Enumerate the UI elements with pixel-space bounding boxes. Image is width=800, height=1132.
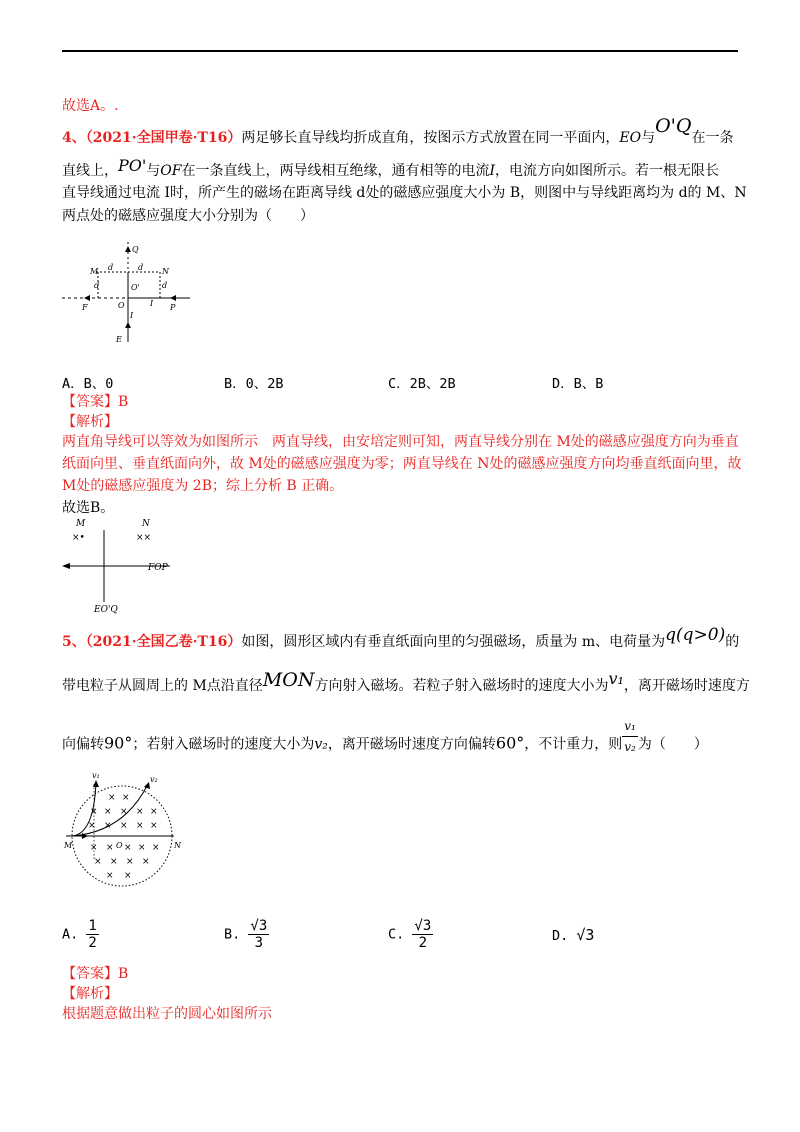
q5-option-a [62, 918, 99, 951]
q5-fraction-numerator: v₁ [622, 716, 638, 737]
q5-option-b [224, 918, 269, 951]
svg-text:×: × [108, 793, 116, 803]
q4-text: 两足够长直导线均折成直角，按图示方式放置在同一平面内， [241, 130, 620, 146]
fig-label-Q: Q [132, 245, 139, 254]
q5-text: ，不计重力，则 [524, 736, 623, 753]
q4-text: 在一条直线上，两导线相互绝缘，通有相等的电流 [181, 163, 490, 179]
fig2-label-EOQ: EO'Q [94, 605, 118, 615]
svg-text:×: × [150, 807, 158, 817]
fig-label-d: d [162, 281, 168, 290]
q4-po: PO' [118, 156, 147, 175]
q5-analysis-line-1: 根据题意做出粒子的圆心如图所示 [62, 1006, 272, 1022]
fig-label-F: F [82, 303, 88, 312]
q5-text: 为（ ） [637, 736, 708, 753]
q5-90-degrees: 90° [104, 733, 133, 753]
q4-option-a: A．B、0 [62, 376, 114, 392]
q4-source: （2021·全国甲卷·T16） [85, 130, 242, 146]
q5-line-1 [62, 625, 740, 652]
q5-ratio-fraction [622, 716, 638, 757]
q5-text: 带电粒子从圆周上的 M点沿直径 [62, 678, 263, 694]
svg-text:×: × [90, 807, 98, 817]
q4-line-2 [62, 156, 720, 181]
q5-text: 方向射入磁场。若粒子射入磁场时的速度大小为 [314, 678, 609, 694]
q4-of: OF [160, 163, 182, 179]
option-label: D. [552, 928, 569, 944]
previous-answer-conclusion: 故选A。. [62, 98, 119, 114]
q5-text: 如图，圆形区域内有垂直纸面向里的匀强磁场，质量为 m、电荷量为 [241, 634, 666, 650]
q5-answer: 【答案】B [62, 966, 129, 982]
q5-text: ；若射入磁场时的速度大小为 [132, 736, 315, 753]
q5-v2: v₂ [314, 736, 328, 753]
fig-label-O-prime: O' [131, 283, 140, 292]
svg-text:×: × [120, 821, 128, 831]
svg-text:×: × [136, 807, 144, 817]
svg-text:×: × [126, 857, 134, 867]
q4-line-1 [62, 115, 734, 148]
fig-label-N: N [174, 841, 181, 850]
svg-text:×: × [142, 857, 150, 867]
q5-analysis-label: 【解析】 [62, 986, 118, 1002]
q5-line-3 [62, 719, 708, 765]
svg-text:×: × [94, 857, 102, 867]
q4-option-d: D．B、B [552, 376, 604, 392]
option-label: B. [224, 926, 241, 943]
option-a-denominator: 2 [88, 935, 97, 951]
q4-text: 在一条 [691, 130, 734, 146]
q4-text: ，电流方向如图所示。若一根无限长 [495, 163, 720, 179]
option-b-numerator: √3 [250, 918, 268, 934]
option-b-denominator: 3 [254, 935, 264, 951]
fig-label-P: P [170, 303, 176, 312]
fig-label-N: N [162, 267, 169, 276]
fig-label-E: E [116, 335, 122, 344]
fig-label-v2: v₂ [150, 775, 158, 784]
svg-text:×: × [110, 857, 118, 867]
q4-option-c: C．2B、2B [388, 376, 456, 392]
svg-text:×: × [104, 807, 112, 817]
q4-i: I [489, 163, 496, 179]
q5-option-c [388, 918, 433, 951]
q5-line-2 [62, 669, 750, 696]
q4-line-3: 直导线通过电流 I时，所产生的磁场在距离导线 d处的磁感应强度大小为 B，则图中与导线距离均为 d的 M、N [62, 185, 747, 201]
q5-v1: v₁ [608, 669, 624, 688]
fig-label-I: I [130, 311, 134, 320]
option-label: A. [62, 926, 79, 943]
option-c-denominator: 2 [418, 935, 428, 951]
q4-analysis-label: 【解析】 [62, 414, 118, 430]
fig2-label-M: M [76, 519, 86, 529]
svg-text:×: × [106, 871, 114, 881]
fig-label-O: O [116, 841, 123, 850]
q5-number: 5、 [62, 634, 86, 650]
q4-analysis-line-1: 两直角导线可以等效为如图所示 两直导线，由安培定则可知，两直导线分别在 M处的磁感应强度方向为垂直 [62, 434, 739, 450]
q5-text: ，离开磁场时速度方 [623, 678, 750, 694]
fig-label-O: O [118, 301, 125, 310]
q5-figure [58, 770, 188, 890]
q4-analysis-line-3: M处的磁感应强度为 2B；综上分析 B 正确。 [62, 478, 344, 494]
svg-text:×: × [150, 821, 158, 831]
fig2-M-field-marks: ×• [72, 533, 85, 543]
option-label: C. [388, 926, 405, 943]
svg-text:×: × [152, 843, 160, 853]
q4-eo: EO [619, 130, 642, 146]
svg-text:×: × [124, 843, 132, 853]
svg-text:×: × [138, 843, 146, 853]
fig2-label-FOP: FOP [148, 563, 168, 573]
q4-line-4: 两点处的磁感应强度大小分别为（ ） [62, 208, 314, 224]
svg-text:×: × [88, 821, 96, 831]
fig2-N-field-marks: ×× [136, 533, 152, 543]
option-d-value: √3 [576, 926, 595, 944]
fig-label-M: M [90, 267, 99, 276]
q5-60-degrees: 60° [495, 733, 525, 753]
fig-label-I: I [150, 299, 154, 308]
fig-label-d: d [138, 263, 144, 272]
q4-answer: 【答案】B [62, 394, 129, 410]
q4-analysis-line-2: 纸面向里、垂直纸面向外，故 M处的磁感应强度为零；两直导线在 N处的磁感应强度方向均垂直纸面向里，故 [62, 456, 742, 472]
q5-text: 向偏转 [62, 736, 104, 753]
q4-option-b: B．0、2B [224, 376, 284, 392]
svg-text:×: × [136, 821, 144, 831]
q4-text: 与 [641, 130, 656, 146]
svg-text:×: × [104, 821, 112, 831]
q5-option-d [552, 926, 594, 944]
header-rule [62, 50, 738, 52]
q5-fraction-denominator: v₂ [624, 740, 636, 754]
svg-text:×: × [106, 843, 114, 853]
fig-label-d: d [94, 281, 100, 290]
q5-source: （2021·全国乙卷·T16） [85, 634, 242, 650]
svg-text:×: × [122, 793, 130, 803]
q4-text: 直线上， [62, 163, 118, 179]
fig-label-v1: v₁ [92, 771, 100, 780]
fig2-label-N: N [142, 519, 150, 529]
q5-text: 的 [725, 634, 740, 650]
q4-analysis-figure [60, 512, 180, 616]
svg-text:×: × [120, 807, 128, 817]
q4-oq: O'Q [655, 115, 692, 137]
option-a-numerator: 1 [88, 918, 97, 934]
svg-text:×: × [90, 843, 98, 853]
fig-label-d: d [108, 263, 114, 272]
q4-conclusion: 故选B。 [62, 500, 115, 516]
q5-mon: MON [262, 669, 315, 691]
q4-number: 4、 [62, 130, 86, 146]
q5-q-expression: q(q>0) [665, 625, 726, 645]
fig-label-M: M [64, 841, 73, 850]
q4-text: 与 [146, 163, 161, 179]
q5-text: ，离开磁场时速度方向偏转 [327, 736, 496, 753]
svg-text:×: × [124, 871, 132, 881]
q4-figure [58, 238, 198, 350]
option-c-numerator: √3 [414, 918, 432, 934]
